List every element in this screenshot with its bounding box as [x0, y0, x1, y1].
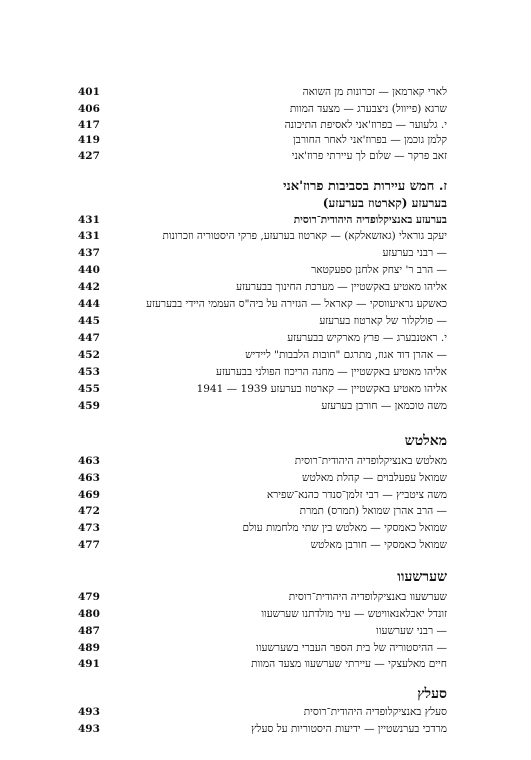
entry-page: 463	[78, 455, 100, 467]
entry-page: 487	[78, 625, 100, 637]
entry-text: שרגא (פייוול) ניצבערג — מצעד המוות	[289, 103, 447, 115]
toc-entry	[78, 212, 447, 228]
entry-page: 469	[78, 489, 100, 501]
entry-text: — רבני שערשעוו	[376, 625, 447, 637]
entry-text: משה ציטביץ — רבי זלמן־סנדר כהנא־שפירא	[266, 489, 447, 501]
entry-page: 431	[78, 230, 100, 242]
entry-page: 493	[78, 706, 100, 718]
entry-text: שמואל עפעלבוים — קהלת מאלטש	[302, 472, 447, 484]
toc-entry	[78, 704, 447, 720]
entry-page: 489	[78, 642, 100, 654]
entry-text: משה טוכמאן — חורבן בערעזע	[321, 400, 447, 412]
entry-text: זונדל יאבלאנאוויטש — עיר מולדתנו שערשעוו	[261, 608, 447, 620]
entry-text: חיים מאלעצקי — עיירתי שערשעוו מצעד המוות	[251, 658, 447, 670]
entry-page: 427	[78, 150, 100, 162]
entry-page: 463	[78, 472, 100, 484]
section-title-sheresheve: שערשעוו	[397, 569, 447, 585]
chapter-subtitle: בערעזע (קארטוז בערעזע)	[322, 196, 447, 210]
toc-entry	[78, 148, 447, 164]
entry-page: 472	[78, 505, 100, 517]
section-title-maltch: מאלטש	[404, 433, 447, 449]
entry-page: 442	[78, 281, 100, 293]
toc-entry	[78, 117, 447, 133]
entry-text: זאב פרקר — שלום לך עיירתי פרוז'אני	[291, 150, 447, 162]
entry-text: קלמן גוכמן — בפרוז'אני לאחר החורבן	[293, 134, 447, 146]
section-title-selts: סעלץ	[417, 686, 447, 702]
toc-entry	[78, 398, 447, 414]
chapter-title: ז. חמש עיירות בסביבות פרוז'אני	[283, 179, 447, 194]
entry-page: 453	[78, 366, 100, 378]
toc-entry	[78, 487, 447, 503]
entry-text: — ההיסטוריה של בית הספר העברי בשערשעוו	[256, 642, 447, 654]
entry-page: 445	[78, 315, 100, 327]
entry-text: אליהו מאטיע באקשטיין — קארטוז בערעזע 1939 — 1941	[196, 383, 447, 395]
entry-text: כאשקע גראיעווסקי — קאראל — הגזירה על ביה"ס העממי היידי בבערעזע	[146, 298, 447, 310]
entry-text: אליהו מאטיע באקשטיין — מערכת החינוך בבערעזע	[236, 281, 447, 293]
entry-text: — הרב אהרן שמואל (תמרס) תמרת	[299, 505, 447, 517]
toc-entry	[78, 296, 447, 312]
entry-text: י. ראטנבערג — פרץ מארקיש בבערעזע	[287, 332, 447, 344]
entry-text: — פולקלור של קארטוז בערעזע	[319, 315, 447, 327]
entry-text: אליהו מאטיע באקשטיין — מחנה הריכוז הפולני בבערעזע	[216, 366, 447, 378]
entry-page: 417	[78, 119, 100, 131]
entry-text: בערעזע באנציקלופדיה היהודית־רוסית	[293, 214, 447, 226]
entry-text: מרדכי בערנשטיין — ידיעות היסטוריות על סעלץ	[251, 723, 447, 735]
toc-entry	[78, 279, 447, 295]
toc-entry	[78, 640, 447, 656]
entry-page: 401	[78, 86, 100, 98]
entry-page: 447	[78, 332, 100, 344]
toc-entry	[78, 656, 447, 672]
entry-text: שערשעוו באנציקלופדיה היהודית־רוסית	[288, 591, 447, 603]
entry-text: שמואל כאמסקי — חורבן מאלטש	[310, 539, 447, 551]
entry-page: 419	[78, 134, 100, 146]
toc-entry	[78, 101, 447, 117]
entry-text: י. גלעוער — בפרוז'אני לאסיפת התיכונה	[284, 119, 447, 131]
toc-entry	[78, 453, 447, 469]
toc-entry	[78, 245, 447, 261]
toc-entry	[78, 262, 447, 278]
toc-entry	[78, 313, 447, 329]
entry-page: 480	[78, 608, 100, 620]
toc-entry	[78, 347, 447, 363]
entry-page: 437	[78, 247, 100, 259]
entry-text: — הרב ר' יצחק אלחנן ספעקטאר	[311, 264, 447, 276]
entry-page: 444	[78, 298, 100, 310]
entry-page: 473	[78, 522, 100, 534]
entry-page: 452	[78, 349, 100, 361]
entry-text: מאלטש באנציקלופדיה היהודית־רוסית	[294, 455, 447, 467]
entry-text: סעלץ באנציקלופדיה היהודית־רוסית	[303, 706, 447, 718]
entry-page: 493	[78, 723, 100, 735]
toc-entry	[78, 364, 447, 380]
entry-text: יעקב גוראלי (גאזשאלקא) — קארטוז בערעזע, פרקי היסטוריה וזכרונות	[162, 230, 447, 242]
entry-page: 477	[78, 539, 100, 551]
entry-text: שמואל כאמסקי — מאלטש בין שתי מלחמות עולם	[242, 522, 447, 534]
entry-page: 455	[78, 383, 100, 395]
toc-entry	[78, 537, 447, 553]
entry-page: 491	[78, 658, 100, 670]
toc-entry	[78, 503, 447, 519]
toc-entry	[78, 330, 447, 346]
toc-entry	[78, 132, 447, 148]
toc-entry	[78, 84, 447, 100]
toc-entry	[78, 470, 447, 486]
toc-entry	[78, 520, 447, 536]
entry-text: לארי קארמאן — זכרונות מן השואה	[302, 86, 447, 98]
toc-entry	[78, 721, 447, 737]
toc-entry	[78, 381, 447, 397]
entry-text: — רבני בערעזע	[382, 247, 447, 259]
toc-entry	[78, 606, 447, 622]
entry-page: 479	[78, 591, 100, 603]
entry-page: 459	[78, 400, 100, 412]
toc-entry	[78, 623, 447, 639]
entry-page: 431	[78, 214, 100, 226]
entry-page: 406	[78, 103, 100, 115]
entry-text: — אהרן דוד אגוז, מתרגם "חובות הלבבות" ליידיש	[245, 349, 447, 361]
toc-entry	[78, 228, 447, 244]
toc-entry	[78, 589, 447, 605]
entry-page: 440	[78, 264, 100, 276]
